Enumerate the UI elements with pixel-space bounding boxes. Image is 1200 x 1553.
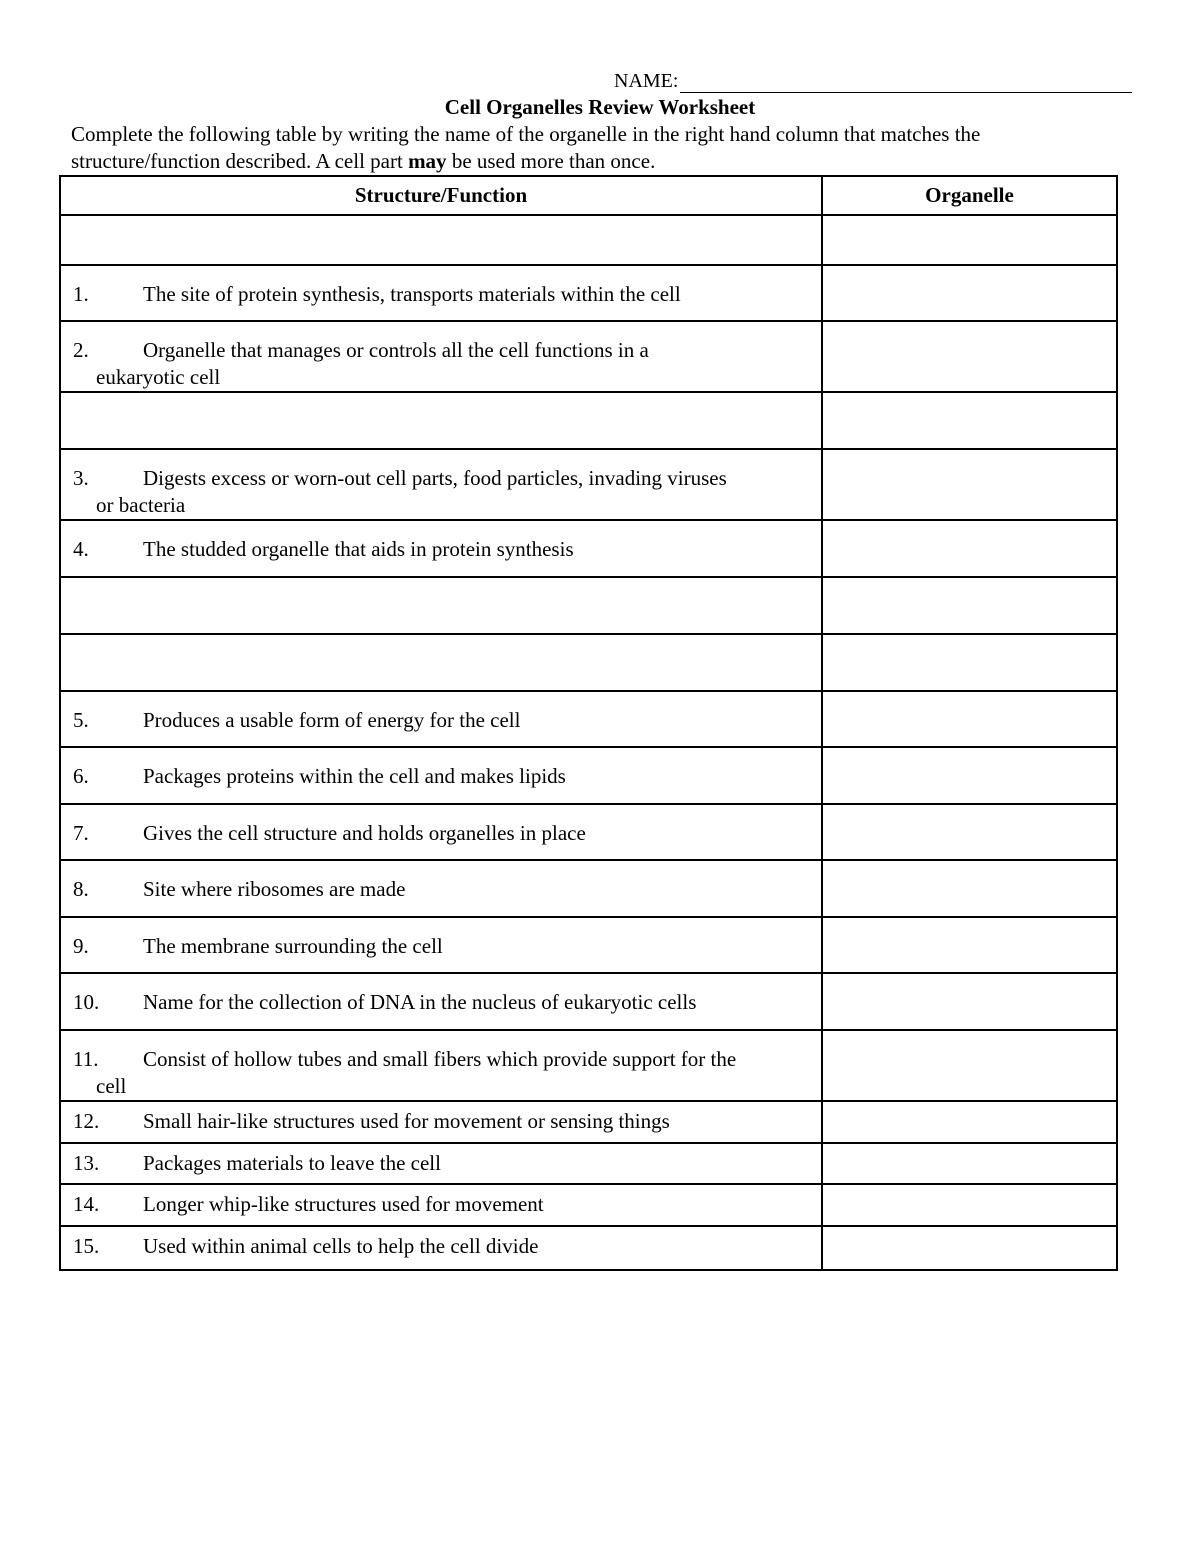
name-label: NAME: [614,70,679,92]
item-description: The site of protein synthesis, transports materials within the cell [143,282,681,306]
item-description: Used within animal cells to help the cell divide [143,1234,539,1258]
table-row [60,520,1117,577]
function-cell [60,449,822,520]
function-cell [60,321,822,392]
item-description: Small hair-like structures used for movement or sensing things [143,1109,670,1133]
table-row [60,1101,1117,1143]
function-cell [60,577,822,634]
table-row [60,392,1117,449]
function-cell [60,634,822,691]
organelle-answer-cell[interactable] [822,392,1117,449]
name-field [614,70,1132,93]
item-number: 13. [73,1151,100,1175]
instructions-text-1: Complete the following table by writing the name of the organelle in the right hand column that matches the structure/function described. A cell part [71,122,981,173]
item-description: Consist of hollow tubes and small fibers which provide support for the [143,1047,737,1071]
item-number: 1. [73,282,89,306]
organelle-answer-cell[interactable] [822,1030,1117,1101]
table-header-row [60,176,1117,215]
table-row [60,215,1117,265]
table-row [60,449,1117,520]
function-cell [60,392,822,449]
organelle-answer-cell[interactable] [822,1101,1117,1143]
table-row [60,917,1117,973]
item-description-continued: cell [96,1074,127,1098]
function-cell [60,747,822,804]
instructions [71,121,1131,175]
column-header-organelle: Organelle [822,176,1117,215]
organelle-answer-cell[interactable] [822,917,1117,973]
table-row [60,1030,1117,1101]
item-description: Packages proteins within the cell and makes lipids [143,764,566,788]
table-row [60,1226,1117,1270]
item-number: 11. [73,1047,99,1071]
function-cell [60,1030,822,1101]
item-number: 15. [73,1234,100,1258]
item-description: Organelle that manages or controls all the cell functions in a [143,338,649,362]
item-description: The studded organelle that aids in protein synthesis [143,537,574,561]
organelle-answer-cell[interactable] [822,449,1117,520]
item-number: 12. [73,1109,100,1133]
item-description: Digests excess or worn-out cell parts, food particles, invading viruses [143,466,727,490]
item-number: 8. [73,877,89,901]
item-number: 4. [73,537,89,561]
item-number: 6. [73,764,89,788]
table-row [60,1143,1117,1184]
item-number: 2. [73,338,89,362]
organelle-answer-cell[interactable] [822,691,1117,747]
organelle-answer-cell[interactable] [822,634,1117,691]
organelle-answer-cell[interactable] [822,321,1117,392]
function-cell [60,520,822,577]
function-cell [60,1101,822,1143]
organelle-answer-cell[interactable] [822,860,1117,917]
item-description-continued: or bacteria [96,493,186,517]
item-number: 9. [73,934,89,958]
table-row [60,860,1117,917]
function-cell [60,804,822,860]
table-row [60,265,1117,321]
item-number: 3. [73,466,89,490]
organelle-answer-cell[interactable] [822,520,1117,577]
column-header-function: Structure/Function [60,176,822,215]
item-description: The membrane surrounding the cell [143,934,443,958]
item-number: 14. [73,1192,100,1216]
item-description: Longer whip-like structures used for movement [143,1192,544,1216]
table-row [60,321,1117,392]
organelle-answer-cell[interactable] [822,1226,1117,1270]
table-row [60,1184,1117,1226]
function-cell [60,215,822,265]
item-description: Site where ribosomes are made [143,877,406,901]
organelle-answer-cell[interactable] [822,804,1117,860]
function-cell [60,265,822,321]
function-cell [60,1184,822,1226]
table-row [60,973,1117,1030]
organelle-answer-cell[interactable] [822,215,1117,265]
item-description: Packages materials to leave the cell [143,1151,441,1175]
function-cell [60,860,822,917]
page-title: Cell Organelles Review Worksheet [444,95,756,119]
table-row [60,691,1117,747]
item-description: Produces a usable form of energy for the cell [143,708,521,732]
table-row [60,634,1117,691]
organelle-answer-cell[interactable] [822,577,1117,634]
item-number: 7. [73,821,89,845]
organelle-answer-cell[interactable] [822,1184,1117,1226]
item-number: 5. [73,708,89,732]
table-row [60,747,1117,804]
instructions-text-2: be used more than once. [446,149,656,173]
organelle-answer-cell[interactable] [822,747,1117,804]
organelle-table [59,175,1118,1271]
item-description: Gives the cell structure and holds organelles in place [143,821,586,845]
organelle-answer-cell[interactable] [822,973,1117,1030]
instructions-emphasis: may [408,149,447,173]
function-cell [60,917,822,973]
organelle-answer-cell[interactable] [822,265,1117,321]
item-description-continued: eukaryotic cell [96,365,221,389]
table-row [60,804,1117,860]
function-cell [60,1226,822,1270]
function-cell [60,691,822,747]
item-number: 10. [73,990,100,1014]
name-underline[interactable] [680,72,1132,93]
organelle-answer-cell[interactable] [822,1143,1117,1184]
function-cell [60,1143,822,1184]
item-description: Name for the collection of DNA in the nucleus of eukaryotic cells [143,990,697,1014]
table-row [60,577,1117,634]
function-cell [60,973,822,1030]
